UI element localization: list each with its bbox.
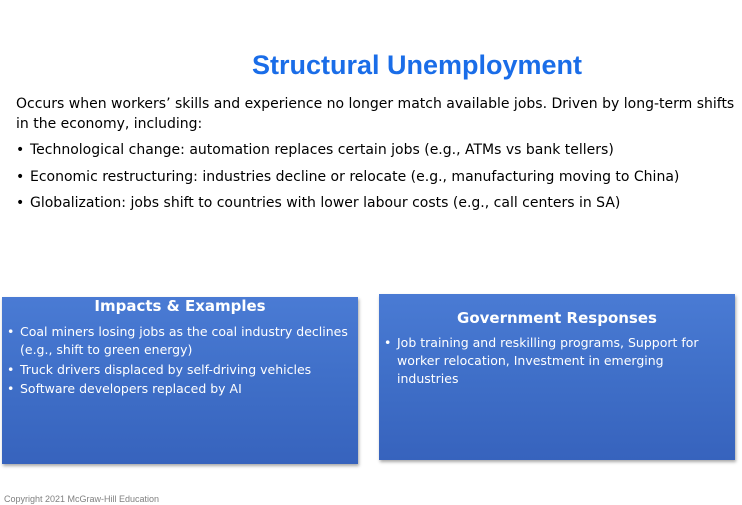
bullet-icon: • xyxy=(7,324,15,339)
responses-title: Government Responses xyxy=(457,309,657,327)
bullet-icon: • xyxy=(16,142,25,158)
cause-text: Economic restructuring: industries decline or relocate (e.g., manufacturing moving to China) xyxy=(30,168,680,185)
responses-item-text: Job training and reskilling programs, Support for worker relocation, Investment in emerging industries xyxy=(397,335,699,386)
impacts-list xyxy=(2,323,358,398)
bullet-icon: • xyxy=(16,195,25,211)
cause-item xyxy=(16,140,736,167)
responses-item xyxy=(384,334,721,388)
responses-list xyxy=(379,334,735,388)
cause-item xyxy=(16,193,736,220)
intro-text: Occurs when workers’ skills and experience no longer match available jobs. Driven by long-term shifts in the economy, including: xyxy=(16,96,735,132)
cause-list xyxy=(16,140,736,220)
impacts-item xyxy=(7,323,350,359)
impacts-item xyxy=(7,380,350,398)
bullet-icon: • xyxy=(7,361,15,377)
bullet-icon: • xyxy=(384,335,392,350)
bullet-icon: • xyxy=(16,168,25,185)
impacts-item xyxy=(7,361,350,379)
cause-text: Technological change: automation replaces certain jobs (e.g., ATMs vs bank tellers) xyxy=(30,142,614,158)
impacts-title: Impacts & Examples xyxy=(94,297,266,315)
responses-box xyxy=(379,294,735,460)
cause-item xyxy=(16,167,736,194)
impacts-item-text: Software developers replaced by AI xyxy=(20,381,242,396)
copyright-footer: Copyright 2021 McGraw-Hill Education xyxy=(4,494,160,504)
bullet-icon: • xyxy=(7,381,15,396)
impacts-box xyxy=(2,297,358,464)
impacts-item-text: Coal miners losing jobs as the coal industry declines (e.g., shift to green energy) xyxy=(20,324,348,357)
impacts-item-text: Truck drivers displaced by self-driving vehicles xyxy=(20,361,312,377)
slide-title: Structural Unemployment xyxy=(251,50,583,80)
cause-text: Globalization: jobs shift to countries with lower labour costs (e.g., call centers in SA) xyxy=(30,195,621,211)
